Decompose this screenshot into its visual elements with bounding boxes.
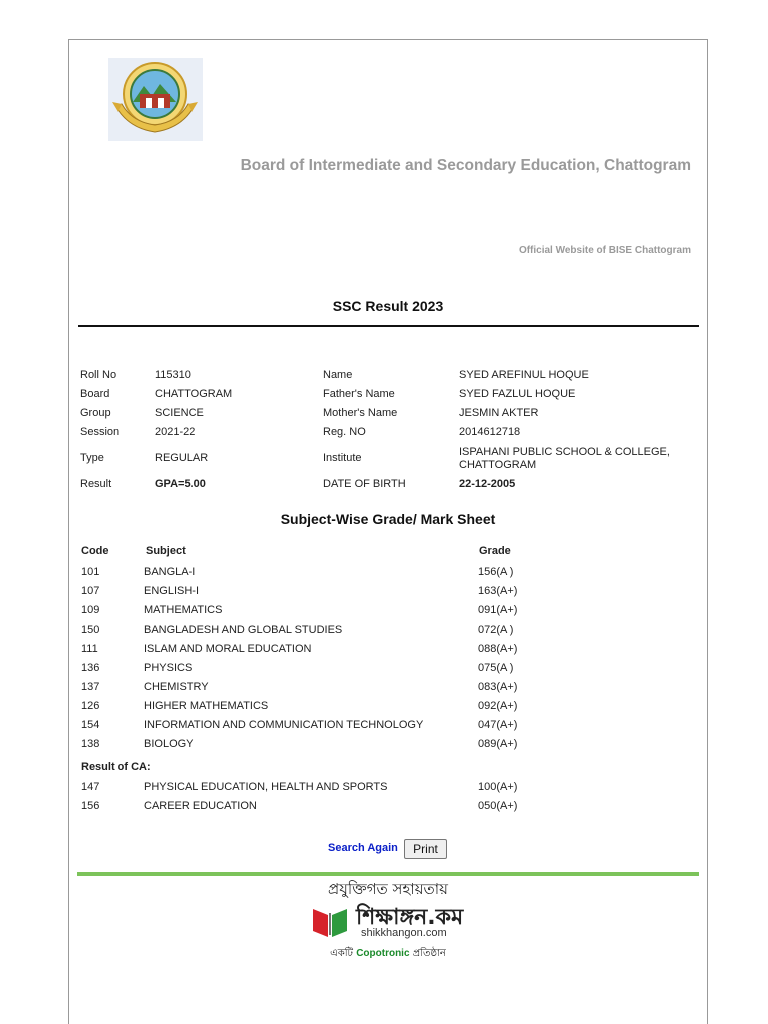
row-grade: 156(A ) [478, 566, 514, 578]
col-header-code: Code [81, 545, 109, 557]
row-subject: HIGHER MATHEMATICS [144, 700, 269, 712]
page-title: SSC Result 2023 [332, 298, 444, 314]
father-label: Father's Name [323, 388, 395, 400]
roll-label: Roll No [80, 369, 117, 381]
copotronic-credit [300, 946, 476, 963]
row-subject: CAREER EDUCATION [144, 800, 257, 812]
col-header-grade: Grade [479, 545, 511, 557]
row-grade: 072(A ) [478, 624, 514, 636]
father-value: SYED FAZLUL HOQUE [459, 388, 576, 400]
session-value: 2021-22 [155, 426, 196, 438]
row-subject: PHYSICAL EDUCATION, HEALTH AND SPORTS [144, 781, 388, 793]
bise-chattogram-seal-icon [108, 58, 203, 141]
official-website-note: Official Website of BISE Chattogram [518, 245, 691, 256]
row-grade: 083(A+) [478, 681, 518, 693]
group-value: SCIENCE [155, 407, 204, 419]
footer-divider [77, 872, 699, 876]
row-grade: 075(A ) [478, 662, 514, 674]
board-value: CHATTOGRAM [155, 388, 233, 400]
row-grade: 089(A+) [478, 738, 518, 750]
row-subject: CHEMISTRY [144, 681, 209, 693]
mother-label: Mother's Name [323, 407, 398, 419]
copotronic-post: প্রতিষ্ঠান [409, 948, 446, 959]
row-code: 154 [81, 719, 100, 731]
session-label: Session [80, 426, 120, 438]
row-grade: 092(A+) [478, 700, 518, 712]
shikkhangon-book-icon [311, 901, 349, 939]
institute-value-line1: ISPAHANI PUBLIC SCHOOL & COLLEGE, [459, 446, 670, 458]
row-grade: 163(A+) [478, 585, 518, 597]
dob-value: 22-12-2005 [459, 478, 516, 490]
row-code: 147 [81, 781, 100, 793]
brand-name: শিক্ষাঙ্গন.কম [356, 905, 464, 930]
row-grade: 091(A+) [478, 604, 518, 616]
reg-label: Reg. NO [323, 426, 366, 438]
row-subject: ENGLISH-I [144, 585, 200, 597]
mother-value: JESMIN AKTER [459, 407, 539, 419]
name-label: Name [323, 369, 353, 381]
copotronic-pre: একটি [330, 948, 357, 959]
board-label: Board [80, 388, 110, 400]
row-grade: 088(A+) [478, 643, 518, 655]
group-label: Group [80, 407, 111, 419]
roll-value: 115310 [155, 369, 191, 381]
row-code: 138 [81, 738, 100, 750]
institute-value-line2: CHATTOGRAM [459, 459, 537, 471]
board-title: Board of Intermediate and Secondary Education, Chattogram [240, 157, 691, 174]
row-subject: BANGLA-I [144, 566, 196, 578]
dob-label: DATE OF BIRTH [323, 478, 406, 490]
title-divider [78, 325, 699, 327]
row-subject: PHYSICS [144, 662, 193, 674]
row-code: 156 [81, 800, 100, 812]
row-grade: 050(A+) [478, 800, 518, 812]
row-code: 126 [81, 700, 100, 712]
col-header-subject: Subject [146, 545, 186, 557]
row-subject: ISLAM AND MORAL EDUCATION [144, 643, 312, 655]
result-sheet [68, 39, 708, 1024]
copotronic-name: Copotronic [356, 948, 410, 959]
row-code: 136 [81, 662, 100, 674]
row-grade: 100(A+) [478, 781, 518, 793]
type-label: Type [80, 452, 104, 464]
search-again-link[interactable]: Search Again [328, 842, 398, 854]
row-code: 107 [81, 585, 100, 597]
row-code: 109 [81, 604, 100, 616]
row-subject: INFORMATION AND COMMUNICATION TECHNOLOGY [144, 719, 424, 731]
row-code: 101 [81, 566, 100, 578]
row-subject: BIOLOGY [144, 738, 194, 750]
row-subject: MATHEMATICS [144, 604, 223, 616]
tech-support-label: প্রযুক্তিগত সহায়তায় [328, 880, 448, 898]
result-value: GPA=5.00 [155, 478, 206, 490]
row-subject: BANGLADESH AND GLOBAL STUDIES [144, 624, 343, 636]
row-grade: 047(A+) [478, 719, 518, 731]
row-code: 150 [81, 624, 100, 636]
type-value: REGULAR [155, 452, 209, 464]
brand-url: shikkhangon.com [361, 927, 447, 939]
row-code: 137 [81, 681, 100, 693]
result-label: Result [80, 478, 112, 490]
ca-section-label: Result of CA: [81, 761, 151, 773]
print-button[interactable]: Print [404, 839, 447, 859]
marksheet-title: Subject-Wise Grade/ Mark Sheet [280, 511, 496, 527]
institute-label: Institute [323, 452, 362, 464]
name-value: SYED AREFINUL HOQUE [459, 369, 589, 381]
row-code: 111 [81, 643, 98, 655]
reg-value: 2014612718 [459, 426, 521, 438]
